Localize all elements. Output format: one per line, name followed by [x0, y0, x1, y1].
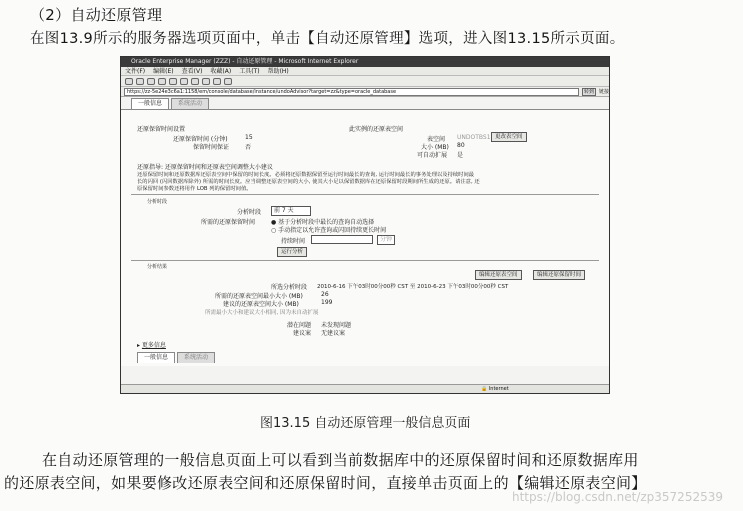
book-heading: （2）自动还原管理: [30, 6, 163, 24]
divider-analysis: [131, 194, 599, 195]
book-intro: 在图13.9所示的服务器选项页面中，单击【自动还原管理】选项，进入图13.15所示页面。: [30, 31, 625, 47]
selected-period-label: 所选分析时段: [271, 284, 308, 291]
stop-icon[interactable]: [147, 78, 155, 85]
expand-icon: ▸: [137, 342, 142, 349]
links-label[interactable]: 链接: [598, 89, 609, 95]
book-paragraph-line-2: 的还原表空间，如果要修改还原表空间和还原保留时间，直接单击页面上的【编辑还原表空间】: [4, 474, 647, 492]
menu-help[interactable]: 帮助(H): [267, 68, 289, 75]
figure-caption: 图13.15 自动还原管理一般信息页面: [260, 416, 471, 431]
option-auto[interactable]: ● 基于分析时段中最长的查询自动选择: [271, 219, 375, 226]
divider-result: [131, 260, 599, 261]
menu-tools[interactable]: 工具(T): [239, 68, 260, 75]
tablespace-label: 表空间: [427, 136, 446, 143]
status-bar: [121, 384, 609, 393]
toolbar: [121, 76, 609, 87]
advice-text-3: 原保留时间参数还将用作 LOB 列的保留时间值。: [137, 186, 252, 192]
selected-period-value: 2010-6-16 下午03时00分00秒 CST 至 2010-6-23 下午03时00分00秒 CST: [317, 284, 509, 290]
window-title: Oracle Enterprise Manager (ZZZ) - 自动还原管理 - Microsoft Internet Explorer: [121, 57, 609, 67]
print-icon[interactable]: [224, 78, 232, 85]
forward-icon[interactable]: [136, 78, 144, 85]
advice-text-1: 还原保留时间和还原数据库还原表空间中保留的时间长度。必须将还原数据保留至运行时间最长的查询, 运行时间最长的事务处理以及持续时间最: [137, 172, 475, 178]
refresh-icon[interactable]: [158, 78, 166, 85]
retention-section-title: 还原保留时间设置: [137, 126, 186, 133]
menu-file[interactable]: 文件(F): [125, 68, 146, 75]
recommendation-value: 无建议案: [321, 330, 346, 337]
period-label: 分析时段: [237, 209, 262, 216]
recommendation-label: 建议案: [293, 330, 312, 337]
retention-label: 还原保留时间 (分钟): [173, 136, 228, 143]
status-zone: Internet: [488, 386, 509, 392]
run-analysis-button[interactable]: 运行分析: [277, 247, 307, 257]
problem-label: 潜在问题: [287, 322, 312, 329]
min-size-value: 26: [321, 291, 329, 298]
favorites-icon[interactable]: [191, 78, 199, 85]
tab-system-activity[interactable]: 系统活动: [171, 98, 209, 109]
more-info-link[interactable]: [137, 340, 166, 349]
home-icon[interactable]: [169, 78, 177, 85]
recommended-size-value: 199: [321, 299, 333, 306]
size-note: 所需最小大小和建议大小相同, 因为未自动扩展: [205, 310, 319, 316]
period-select[interactable]: 前 7 天: [271, 206, 311, 216]
lock-icon: 🔒: [481, 386, 489, 392]
bottom-tabs: [137, 352, 215, 363]
analysis-section-title: 分析时段: [147, 199, 168, 205]
guarantee-label: 保留时间保证: [193, 144, 230, 151]
duration-label: 持续时间: [281, 238, 306, 245]
back-icon[interactable]: [125, 78, 133, 85]
menu-view[interactable]: 查看(V): [181, 68, 203, 75]
change-tablespace-button[interactable]: 更改表空间: [491, 132, 527, 142]
menu-bar: [121, 67, 609, 76]
address-input[interactable]: https://zz-5e24e3c6a1:1158/em/console/database/instance/undoAdvisor?target=zz&type=oracle_database: [124, 88, 579, 96]
tablespace-section-title: 此实例的还原表空间: [349, 126, 404, 133]
problem-value: 未发现问题: [321, 322, 352, 329]
duration-input[interactable]: [311, 235, 373, 244]
size-value: 80: [457, 142, 465, 149]
address-bar: [121, 87, 609, 97]
menu-edit[interactable]: 编辑(E): [153, 68, 174, 75]
menu-favorites[interactable]: 收藏(A): [210, 68, 232, 75]
recommended-size-label: 建议的还原表空间大小 (MB): [223, 301, 299, 308]
guarantee-value: 否: [245, 144, 252, 151]
history-icon[interactable]: [202, 78, 210, 85]
result-section-title: 分析结果: [147, 264, 168, 270]
option-auto-label: 基于分析时段中最长的查询自动选择: [278, 219, 375, 226]
autoextend-label: 可自动扩展: [417, 152, 448, 159]
size-label: 大小 (MB): [421, 144, 449, 151]
bottom-tab-system-activity[interactable]: 系统活动: [177, 352, 215, 363]
browser-screenshot: [120, 56, 610, 394]
go-button[interactable]: 转到: [583, 88, 594, 95]
watermark: https://blog.csdn.net/zp357252539: [512, 490, 723, 504]
more-info-label: 更多信息: [141, 342, 166, 349]
autoextend-value: 是: [457, 152, 464, 159]
bottom-tab-general[interactable]: 一般信息: [137, 352, 175, 363]
mail-icon[interactable]: [213, 78, 221, 85]
tab-strip: [121, 99, 609, 110]
min-size-label: 所需的还原表空间最小大小 (MB): [215, 293, 303, 300]
advice-text-2: 长的闪回 (闪回数据库除外) 所需的时间长度。应当调整还原表空间的大小, 使其大小足以保留数据库在还原保留时段期间所生成的还原。请注意, 还: [137, 179, 480, 185]
option-manual-label: 手动指定以允许查询或闪回持续更长时间: [278, 227, 387, 234]
edit-retention-button[interactable]: 编辑还原保留时间: [533, 270, 585, 280]
required-retention-label: 所需的还原保留时间: [201, 219, 256, 226]
duration-unit-select[interactable]: 分钟: [377, 235, 395, 245]
page-content: [121, 110, 609, 366]
advice-title: 还原指导: 还原保留时间和还原表空间调整大小建议: [137, 164, 273, 171]
edit-tablespace-button[interactable]: 编辑还原表空间: [475, 270, 522, 280]
tab-general[interactable]: 一般信息: [131, 98, 169, 109]
book-paragraph-line-1: 在自动还原管理的一般信息页面上可以看到当前数据库中的还原保留时间和还原数据库用: [42, 451, 639, 469]
option-manual[interactable]: ○ 手动指定以允许查询或闪回持续更长时间: [271, 227, 387, 234]
tablespace-value[interactable]: UNDOTBS1: [457, 134, 491, 141]
retention-value: 15: [245, 134, 253, 141]
search-icon[interactable]: [180, 78, 188, 85]
